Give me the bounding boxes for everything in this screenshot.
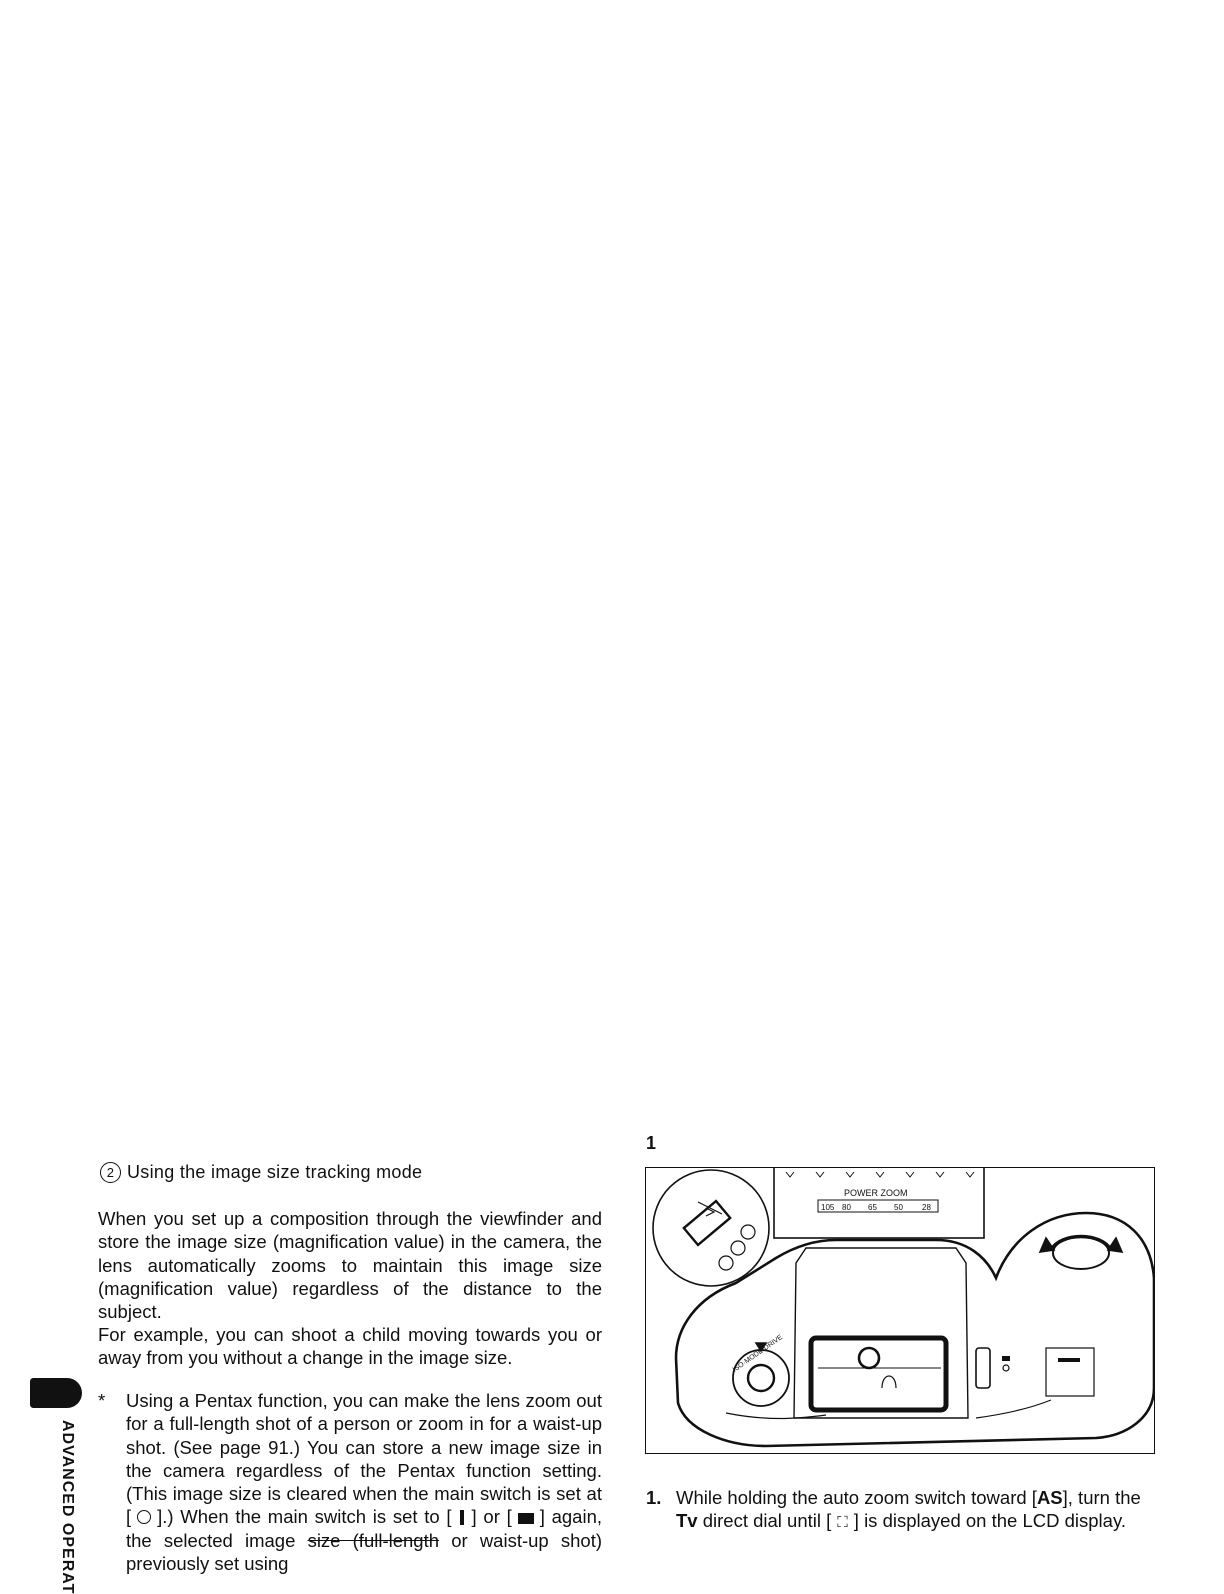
switch-preview-icon <box>518 1513 534 1524</box>
step-1 <box>646 1486 1156 1534</box>
step-text-pre: While holding the auto zoom switch toward [ <box>676 1487 1037 1508</box>
note-text-3: ] or [ <box>471 1506 512 1528</box>
tracking-mode-icon: ⛶ <box>837 1514 848 1531</box>
zoom-mark-80: 80 <box>842 1203 851 1212</box>
pentax-function-note <box>98 1389 602 1575</box>
step-number: 1. <box>646 1487 662 1508</box>
step-tv-label: Tv <box>676 1510 698 1531</box>
note-text-5: or waist-up shot) previously set using <box>126 1529 603 1575</box>
note-text-2: ].) When the main switch is set to [ <box>157 1506 452 1528</box>
note-marker: * <box>98 1390 106 1411</box>
camera-top-figure <box>645 1167 1155 1454</box>
zoom-mark-65: 65 <box>868 1203 877 1212</box>
zoom-mark-105: 105 <box>821 1203 835 1212</box>
camera-top-illustration <box>646 1168 1155 1454</box>
section-title <box>100 1162 422 1183</box>
note-text-1: Using a Pentax function, you can make the lens zoom out for a full-length shot of a person or zoom in for a waist-up shot. (See page 91.) You can store a new image size in the camera regardless of the Pentax function setting. (This image size is cleared when the main switch is set at [ <box>126 1390 602 1528</box>
step-text-mid: ], turn the <box>1062 1487 1141 1508</box>
lcd-panel <box>811 1338 946 1410</box>
section-number: 2 <box>100 1162 121 1183</box>
section-title-text: Using the image size tracking mode <box>127 1162 423 1182</box>
lcd-mode-icon <box>859 1348 879 1368</box>
switch-off-icon <box>137 1510 151 1524</box>
auto-zoom-switch[interactable] <box>684 1201 730 1245</box>
section-tab-marker <box>30 1378 82 1408</box>
zoom-mark-50: 50 <box>894 1203 903 1212</box>
step-text-post2: ] is displayed on the LCD display. <box>853 1510 1126 1531</box>
auto-zoom-switch-inset <box>653 1170 769 1286</box>
zoom-mark-28: 28 <box>922 1203 931 1212</box>
side-tab-label: ADVANCED OPERAT <box>59 1420 76 1594</box>
step-as-label: AS <box>1036 1487 1063 1508</box>
example-paragraph: For example, you can shoot a child moving towards you or away from you without a change in the image size. <box>98 1324 602 1369</box>
step-text-post1: direct dial until [ <box>697 1510 832 1531</box>
intro-paragraph: When you set up a composition through the viewfinder and store the image size (magnification value) in the camera, the lens automatically zooms to maintain this image size (magnification value) regardless of the distance to the subject. <box>98 1208 602 1323</box>
switch-on-icon <box>460 1510 464 1525</box>
mode-dial[interactable] <box>733 1350 789 1406</box>
lens-label: POWER ZOOM <box>844 1188 908 1198</box>
lens-barrel <box>774 1168 984 1238</box>
note-text-4: ] again, the selected image <box>126 1506 603 1551</box>
mode-dial-label: ISO·MODE·DRIVE <box>731 1334 785 1374</box>
note-struck-text: size (full-length <box>307 1529 440 1551</box>
figure-number: 1 <box>646 1133 657 1153</box>
